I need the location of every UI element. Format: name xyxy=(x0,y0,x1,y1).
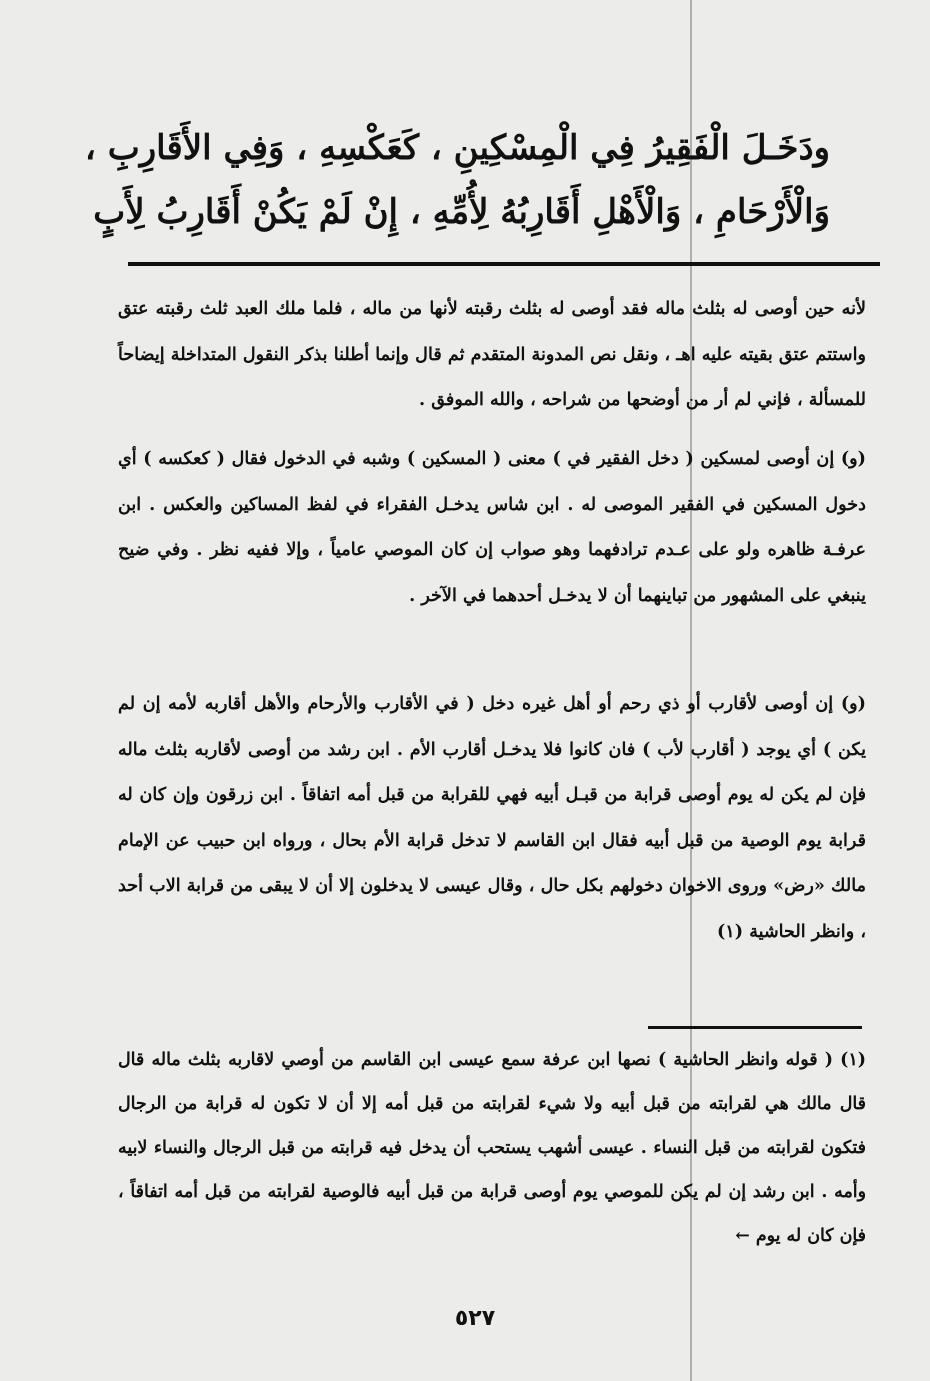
matn-line-2: وَالْأَرْحَامِ ، وَالْأَهْلِ أَقَارِبُهُ لِأُمِّهِ ، إِنْ لَمْ يَكُنْ أَقَارِبُ لِأَبٍ xyxy=(93,192,830,232)
footnote: (١) ( قوله وانظر الحاشية ) نصها ابن عرفة سمع عيسى ابن القاسم من أوصي لاقاربه بثلث ماله قال قال مالك هي لقرابته من قبل أبيه ولا شيء لقرابته من قبل أمه إلا أن لا تكون له قرابة من الرجال فتكون لقرابته من قبل النساء . عيسى أشهب يستحب أن يدخل فيه قرابته من قبل الرجال والنساء لابيه وأمه . ابن رشد إن لم يكن للموصي يوم أوصى قرابة من قبل أبيه فالوصية لقرابته من قبل أمه اتفاقاً ، فإن كان له يوم ← xyxy=(118,1050,866,1246)
commentary-paragraph-3: (و) إن أوصى لأقارب أو ذي رحم أو أهل غيره دخل ( في الأقارب والأرحام والأهل أقاربه لأمه إن لم يكن ) أي يوجد ( أقارب لأب ) فان كانوا فلا يدخـل أقارب الأم . ابن رشد من أوصى لأقاربه بثلث ماله فإن لم يكن له يوم أوصى قرابة من قبـل أبيه فهي للقرابة من قبل أمه اتفاقاً . ابن زرقون وإن كان له قرابة يوم الوصية من قبل أبيه فقال ابن القاسم لا تدخل قرابة الأم بحال ، ورواه ابن حبيب عن الإمام مالك «رض» وروى الاخوان دخولهم بكل حال ، وقال عيسى لا يدخلون إلا أن لا يبقى من قرابة الاب أحد ، وانظر الحاشية (١) xyxy=(118,693,866,942)
page-number: ٥٢٧ xyxy=(454,1306,496,1331)
footnote-divider xyxy=(648,1026,862,1029)
commentary-paragraph-2: (و) إن أوصى لمسكين ( دخل الفقير في ) معنى ( المسكين ) وشبه في الدخول فقال ( كعكسه ) أي دخول المسكين في الفقير الموصى له . ابن شاس يدخـل الفقراء في لفظ المساكين والعكس . ابن عرفـة ظاهره ولو على عـدم ترادفهما وهو صواب إن كان الموصي عامياً ، وإلا ففيه نظر . وفي ضيح ينبغي على المشهور من تباينهما أن لا يدخـل أحدهما في الآخر . xyxy=(118,448,866,606)
matn-line-1: ودَخَـلَ الْفَقِيرُ فِي الْمِسْكِينِ ، كَعَكْسِهِ ، وَفِي الأَقَارِبِ ، xyxy=(84,128,830,168)
commentary-paragraph-1: لأنه حين أوصى له بثلث ماله فقد أوصى له بثلث رقبته لأنها من ماله ، فلما ملك العبد ثلث رقبته عتق واستتم عتق بقيته عليه اهـ ، ونقل نص المدونة المتقدم ثم قال وإنما أطلنا بذكر النقول المتداخلة إيضاحاً للمسألة ، فإني لم أر من أوضحها من شراحه ، والله الموفق . xyxy=(118,298,866,410)
matn-divider xyxy=(128,262,880,266)
